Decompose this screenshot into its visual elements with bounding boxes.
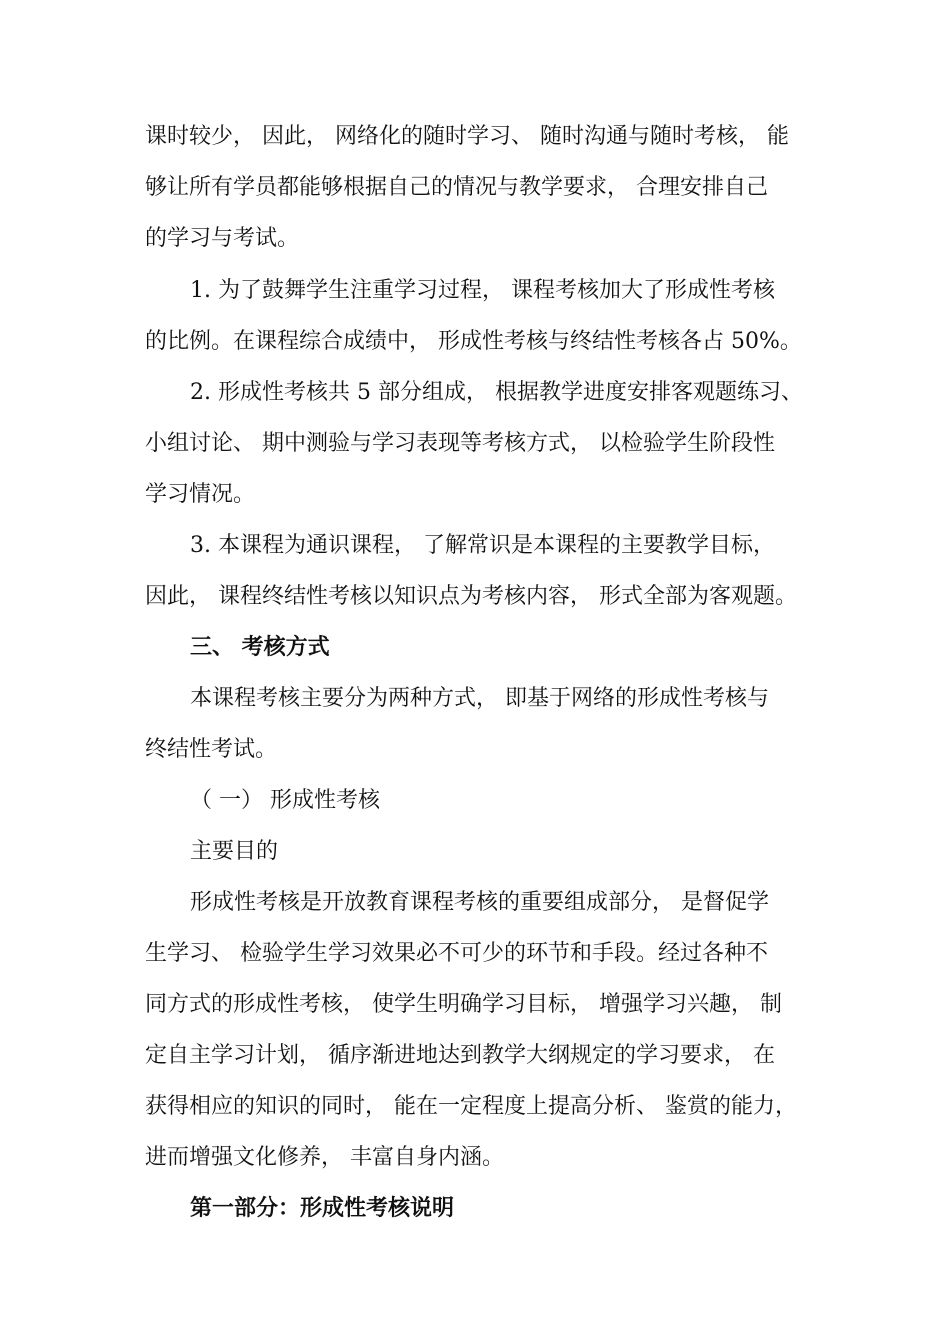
paragraph-line: 小组讨论、 期中测验与学习表现等考核方式， 以检验学生阶段性	[145, 431, 775, 456]
paragraph-line: 3. 本课程为通识课程， 了解常识是本课程的主要教学目标，	[190, 533, 775, 558]
paragraph-line: 的比例。在课程综合成绩中， 形成性考核与终结性考核各占 50%。	[145, 329, 802, 354]
paragraph-line: 形成性考核是开放教育课程考核的重要组成部分， 是督促学	[190, 890, 769, 915]
paragraph-line: 同方式的形成性考核， 使学生明确学习目标， 增强学习兴趣， 制	[145, 992, 782, 1017]
paragraph-line: 生学习、 检验学生学习效果必不可少的环节和手段。经过各种不	[145, 941, 768, 966]
paragraph-line: 获得相应的知识的同时， 能在一定程度上提高分析、 鉴赏的能力，	[145, 1094, 797, 1119]
paragraph-line: 2. 形成性考核共 5 部分组成， 根据教学进度安排客观题练习、	[190, 380, 803, 405]
paragraph-line: 定自主学习计划， 循序渐进地达到教学大纲规定的学习要求， 在	[145, 1043, 775, 1068]
paragraph-line: 的学习与考试。	[145, 226, 300, 251]
paragraph-line: 课时较少， 因此， 网络化的随时学习、 随时沟通与随时考核， 能	[145, 124, 789, 149]
section-heading: 三、 考核方式	[190, 635, 330, 660]
paragraph-line: 本课程考核主要分为两种方式， 即基于网络的形成性考核与	[190, 686, 769, 711]
subsection-heading: 主要目的	[190, 839, 279, 864]
paragraph-line: 够让所有学员都能够根据自己的情况与教学要求， 合理安排自己	[145, 175, 768, 200]
paragraph-line: 因此， 课程终结性考核以知识点为考核内容， 形式全部为客观题。	[145, 584, 797, 609]
paragraph-line: 进而增强文化修养， 丰富自身内涵。	[145, 1145, 504, 1170]
paragraph-line: 1. 为了鼓舞学生注重学习过程， 课程考核加大了形成性考核	[190, 278, 775, 303]
subsection-heading: （ 一） 形成性考核	[190, 788, 380, 813]
paragraph-line: 终结性考试。	[145, 737, 278, 762]
part-heading: 第一部分：形成性考核说明	[190, 1196, 455, 1221]
paragraph-line: 学习情况。	[145, 482, 256, 507]
